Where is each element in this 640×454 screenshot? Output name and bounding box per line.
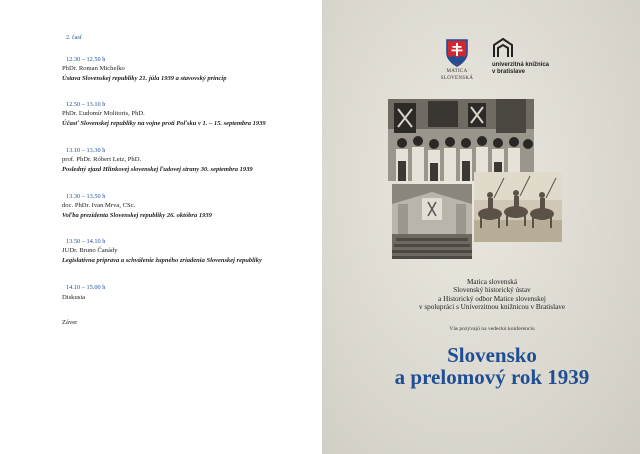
program-item-closing bbox=[62, 284, 318, 328]
item-time: 12.50 – 13.10 h bbox=[66, 101, 106, 108]
program-item bbox=[62, 147, 318, 174]
program-item bbox=[62, 101, 318, 128]
program-item bbox=[62, 56, 318, 83]
photo-cavalry bbox=[474, 172, 562, 242]
conference-title bbox=[362, 344, 622, 388]
title-line1: Slovensko bbox=[447, 343, 537, 367]
item-time: 14.10 – 15.00 h bbox=[66, 284, 106, 291]
title-line2: a prelomový rok 1939 bbox=[394, 365, 590, 389]
photo-rally bbox=[388, 99, 534, 181]
closing-label: Záver bbox=[62, 319, 78, 326]
item-speaker: PhDr. Roman Michelko bbox=[62, 65, 125, 72]
ukb-logo bbox=[492, 37, 572, 75]
item-title: Posledný zjazd Hlinkovej slovenskej ľudovej strany 30. septembra 1939 bbox=[62, 166, 253, 173]
library-book-icon bbox=[492, 37, 514, 59]
item-speaker: prof. PhDr. Róbert Letz, PhD. bbox=[62, 156, 142, 163]
item-speaker: doc. PhDr. Ivan Mrva, CSc. bbox=[62, 202, 136, 209]
organizer-line: v spolupráci s Univerzitnou knižnicou v Bratislave bbox=[418, 303, 566, 312]
logo-ms-line1: MATICA bbox=[446, 69, 468, 74]
item-title: Voľba prezidenta Slovenskej republiky 26. októbra 1939 bbox=[62, 212, 212, 219]
item-speaker: PhDr. Ľudomír Molitoris, PhD. bbox=[62, 110, 145, 117]
matica-shield-icon bbox=[445, 38, 469, 68]
program-item bbox=[62, 238, 318, 265]
cover-page bbox=[322, 0, 640, 454]
logo-ukb-line2: v bratislave bbox=[492, 69, 526, 75]
item-time: 13.50 – 14.10 h bbox=[66, 238, 106, 245]
discussion-label: Diskusia bbox=[62, 294, 86, 301]
part-label: 2. časť bbox=[66, 35, 83, 41]
logo-ukb-line1: univerzitná knižnica bbox=[492, 62, 550, 68]
organizers bbox=[362, 278, 622, 312]
item-time: 12.30 – 12.50 h bbox=[66, 56, 106, 63]
matica-slovenska-logo bbox=[437, 38, 477, 82]
item-speaker: JUDr. Bruno Čanády bbox=[62, 247, 118, 254]
organizer-line: Matica slovenská bbox=[466, 278, 518, 286]
program-item bbox=[62, 193, 318, 220]
item-title: Účasť Slovenskej republiky na vojne proti Poľsku v 1. – 15. septembra 1939 bbox=[62, 120, 266, 127]
logo-ms-line2: SLOVENSKÁ bbox=[440, 76, 474, 81]
item-time: 13.10 – 13.30 h bbox=[66, 147, 106, 154]
item-time: 13.30 – 13.50 h bbox=[66, 193, 106, 200]
organizer-line: a Historický odbor Matice slovenskej bbox=[438, 294, 546, 303]
photo-assembly bbox=[392, 184, 472, 259]
invitation-text: Vás pozývajú na vedeckú konferenciu bbox=[449, 326, 535, 332]
item-title: Ústava Slovenskej republiky 21. júla 1939 a stavovský princíp bbox=[62, 75, 227, 82]
organizer-line: Slovenský historický ústav bbox=[453, 286, 531, 295]
item-title: Legislatívna príprava a schválenie župného zriadenia Slovenskej republiky bbox=[62, 257, 262, 264]
